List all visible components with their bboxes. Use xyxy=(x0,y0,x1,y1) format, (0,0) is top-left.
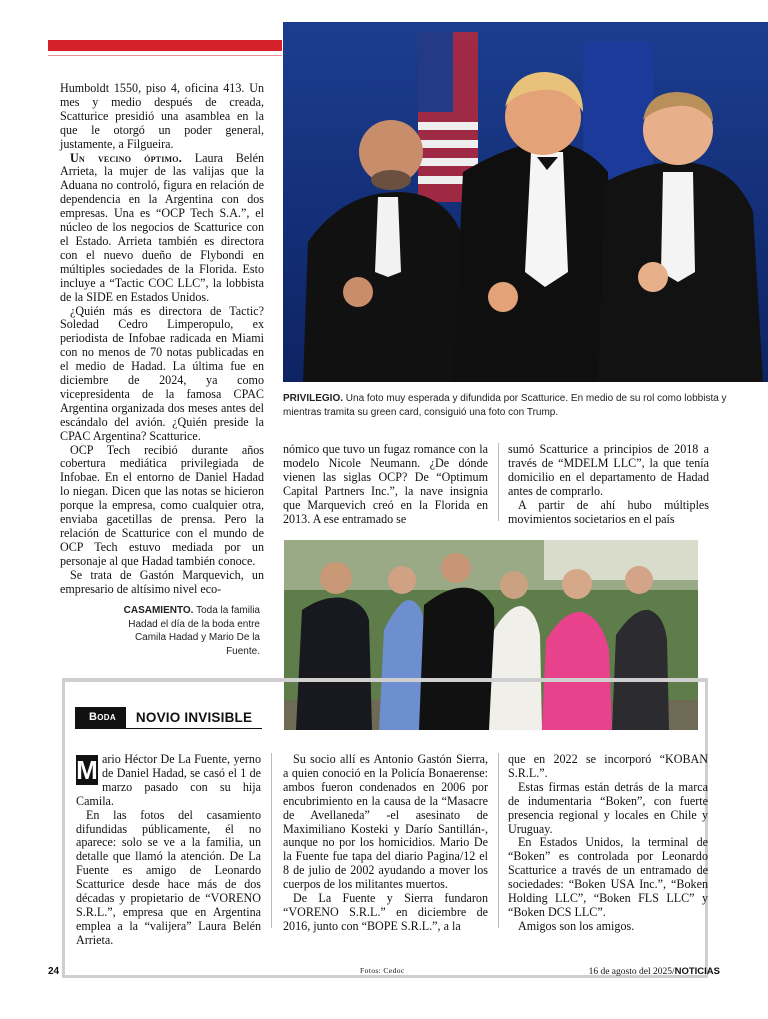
paragraph: En Estados Unidos, la terminal de “Boken” es controlada por Leonardo Scatturice a través de un entramado de sociedades: “Boken USA Inc.”, “Boken Holding LLC”, “Boken FLS LLC” y “Boken DCS LLC”. xyxy=(508,835,708,919)
paragraph: nómico que tuvo un fugaz romance con la modelo Nicole Neumann. ¿De dónde vienen las siglas OCP? De “Optimum Capital Partners Inc.”, la nave insignia que Marquevich creó en la Florida en 2013. A ese entramado se xyxy=(283,442,488,526)
section-accent-bar xyxy=(48,40,282,51)
photo-credit: Fotos: Cedoc xyxy=(360,966,405,975)
section-lead: Un vecino óptimo. xyxy=(70,150,182,165)
paragraph: Un vecino óptimo. Laura Belén Arrieta, la mujer de las valijas que la Aduana no controló, figura en relación de dependencia en la Argentina con dos empresas. Una es “OCP Tech S.A.”, el núcleo de los negocios de Scatturice con el Estado. Arrieta también es directora con el nuevo dueño de Flybondi en múltiples sociedades de la Florida. Esto incluye a “Tactic COC LLC”, la lobbista de la SIDE en Estados Unidos. xyxy=(60,150,264,304)
drop-cap: M xyxy=(76,755,98,785)
column-rule xyxy=(271,753,272,928)
paragraph: que en 2022 se incorporó “KOBAN S.R.L.”. xyxy=(508,752,708,780)
paragraph: M ario Héctor De La Fuente, yerno de Daniel Hadad, se casó el 1 de marzo pasado con su hija Camila. xyxy=(76,752,261,808)
paragraph: Amigos son los amigos. xyxy=(518,918,635,933)
sidebar-column-1 xyxy=(76,753,261,948)
sidebar-tag: Boda xyxy=(75,707,126,729)
issue-info xyxy=(589,966,720,977)
article-column-1 xyxy=(60,82,264,597)
paragraph: A partir de ahí hubo múltiples movimientos societarios en el país xyxy=(508,497,709,526)
sidebar-header xyxy=(75,707,262,729)
column-rule xyxy=(498,753,499,928)
magazine-name: NOTICIAS xyxy=(674,966,720,977)
trump-photo-image xyxy=(283,22,768,382)
sidebar-headline: NOVIO INVISIBLE xyxy=(126,707,262,729)
column-rule xyxy=(498,443,499,521)
paragraph: De La Fuente y Sierra fundaron “VORENO S.R.L.” en diciembre de 2016, junto con “BOPE S.R.L.”, a la xyxy=(283,891,488,933)
paragraph: Su socio allí es Antonio Gastón Sierra, a quien conoció en la Policía Bonaerense: ambos fueron condenados en 2006 por encubrimiento en la causa de la “Masacre de Avellaneda” -el asesinato de Maximiliano Kosteki y Darío Santillán-, aunque no por los homicidios. Mario De la Fuente fue tapa del diario Pagina/12 el 8 de julio de 2002 ayudando a mover los cuerpos de los militantes muertos. xyxy=(283,752,488,892)
trump-photo-caption: PRIVILEGIO. Una foto muy esperada y difundida por Scatturice. En medio de su rol como lobbista y mientras tramita su green card, consiguió una foto con Trump. xyxy=(283,393,727,418)
paragraph: Humboldt 1550, piso 4, oficina 413. Un mes y medio después de creada, Scatturice presidió una asamblea en la que le otorgó un poder general, justamente, a Filgueira. xyxy=(60,81,264,151)
paragraph: ¿Quién más es directora de Tactic? Soledad Cedro Limperopulo, ex periodista de Infobae radicada en Miami con no menos de 70 notas publicadas en el medio de Hadad. La última fue en diciembre de 2024, ya como vicepresidenta de la famosa CPAC Argentina organizada dos meses antes del escándalo del avión. ¿Quién preside la CPAC Argentina? Scatturice. xyxy=(60,303,264,443)
sidebar-column-3 xyxy=(508,753,708,934)
sidebar-column-2 xyxy=(283,753,488,934)
wedding-photo-caption: CASAMIENTO. Toda la familia Hadad el día de la boda entre Camila Hadad y Mario De la Fuente. xyxy=(123,605,260,657)
article-column-2 xyxy=(283,443,488,526)
page-number: 24 xyxy=(48,966,60,977)
section-accent-line xyxy=(48,55,282,56)
paragraph: Estas firmas están detrás de la marca de indumentaria “Boken”, con fuerte presencia regional y locales en Chile y Uruguay. xyxy=(508,779,708,836)
trump-photo xyxy=(283,22,768,382)
paragraph: sumó Scatturice a principios de 2018 a través de “MDELM LLC”, la que tenía domicilio en el departamento de Hadad antes de comprarlo. xyxy=(508,442,709,498)
paragraph: OCP Tech recibió durante años cobertura mediática privilegiada de Infobae. En el entorno de Daniel Hadad lo niegan. Dicen que las notas se hicieron porque la empresa, como cualquier otra, enviaba gacetillas de prensa. Pero la relación de Scatturice con el mundo de OCP Tech estuvo mediada por un personaje al que Hadad también conoce. xyxy=(60,442,264,568)
paragraph: Se trata de Gastón Marquevich, un empresario de altísimo nivel eco- xyxy=(60,567,264,596)
issue-date: 16 de agosto del 2025/ xyxy=(588,967,675,977)
paragraph: En las fotos del casamiento difundidas públicamente, él no aparece: solo se ve a la familia, un detalle que llamó la atención. De La Fuente es amigo de Leonardo Scatturice desde hace más de dos décadas y propietario de “VORENO S.R.L.”, empresa que en Argentina emplea a la “valijera” Laura Belén Arrieta. xyxy=(76,807,261,947)
article-column-3 xyxy=(508,443,709,526)
